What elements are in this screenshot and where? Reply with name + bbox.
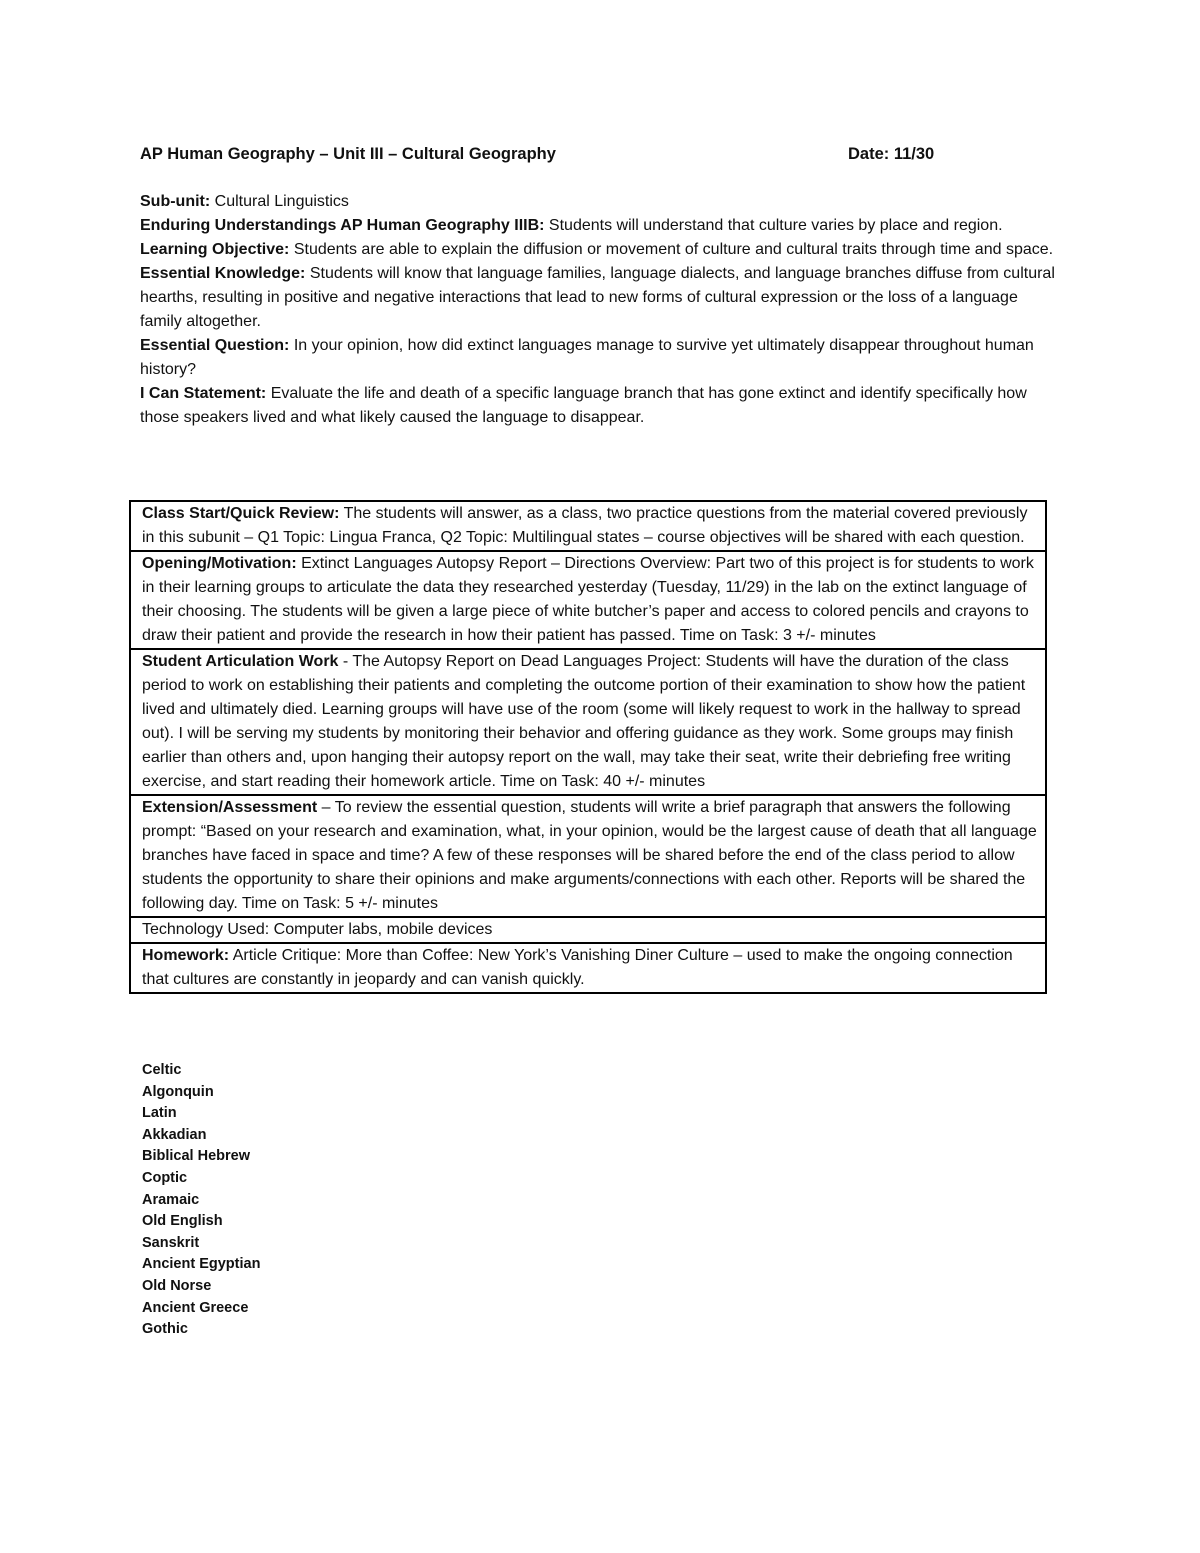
meta-text: In your opinion, how did extinct languages manage to survive yet ultimately disappear throughout human history? bbox=[140, 337, 1034, 378]
list-item: Coptic bbox=[142, 1169, 188, 1186]
table-row bbox=[130, 795, 1046, 917]
meta-label: Enduring Understandings AP Human Geography IIIB: bbox=[140, 217, 545, 234]
plan-cell-opening bbox=[130, 551, 1046, 649]
plan-cell-class-start bbox=[130, 501, 1046, 551]
meta-label: Sub-unit: bbox=[140, 193, 211, 210]
table-row bbox=[130, 501, 1046, 551]
document-date: Date: 11/30 bbox=[848, 145, 935, 163]
meta-i-can-statement bbox=[140, 382, 1055, 430]
meta-label: Learning Objective: bbox=[140, 241, 290, 258]
meta-learning-objective bbox=[140, 238, 1055, 262]
list-item: Gothic bbox=[142, 1321, 188, 1338]
lesson-plan-table bbox=[129, 500, 1047, 994]
plan-text: - The Autopsy Report on Dead Languages Project: Students will have the duration of the class period to work on establishing their patients and completing the outcome portion of their examination to show how the patient lived and ultimately died. Learning groups will have use of the room (some will likely request to work in the hallway to spread out). I will be serving my students by monitoring their behavior and offering guidance as they work. Some groups may finish earlier than others and, upon hanging their autopsy report on the wall, may take their seat, write their debriefing free writing exercise, and start reading their homework article. Time on Task: 40 +/- minutes bbox=[142, 653, 1026, 790]
plan-text: The students will answer, as a class, two practice questions from the material covered previously in this subunit – Q1 Topic: Lingua Franca, Q2 Topic: Multilingual states – course objectives will be shared with each question. bbox=[142, 505, 1028, 546]
meta-text: Students will understand that culture varies by place and region. bbox=[544, 217, 1003, 234]
table-row bbox=[130, 551, 1046, 649]
list-item: Algonquin bbox=[142, 1083, 214, 1100]
list-item: Celtic bbox=[142, 1062, 182, 1078]
meta-text: Cultural Linguistics bbox=[210, 193, 349, 210]
plan-label: Student Articulation Work bbox=[142, 653, 339, 670]
meta-label: Essential Question: bbox=[140, 337, 290, 354]
plan-text: Extinct Languages Autopsy Report – Directions Overview: Part two of this project is for students to work in their learning groups to articulate the data they researched yesterday (Tuesday, 11/29) in the lab on the extinct language of their choosing. The students will be given a large piece of white butcher’s paper and access to colored pencils and crayons to draw their patient and provide the research in how their patient has passed. Time on Task: 3 +/- minutes bbox=[142, 555, 1034, 644]
meta-text: Students will know that language families, language dialects, and language branches diffuse from cultural hearths, resulting in positive and negative interactions that lead to new forms of cultural expression or the loss of a language family altogether. bbox=[140, 265, 1055, 330]
plan-text: Technology Used: Computer labs, mobile devices bbox=[142, 921, 493, 938]
list-item: Old English bbox=[142, 1213, 223, 1230]
lesson-metadata bbox=[140, 190, 1055, 430]
document-title: AP Human Geography – Unit III – Cultural Geography bbox=[140, 145, 556, 163]
plan-cell-articulation bbox=[130, 649, 1046, 795]
meta-text: Students are able to explain the diffusion or movement of culture and cultural traits through time and space. bbox=[289, 241, 1054, 258]
list-item: Old Norse bbox=[142, 1277, 212, 1294]
meta-essential-question bbox=[140, 334, 1055, 382]
extinct-language-list bbox=[142, 1060, 260, 1341]
plan-cell-homework bbox=[130, 943, 1046, 993]
list-item: Sanskrit bbox=[142, 1234, 200, 1251]
meta-sub-unit bbox=[140, 190, 1055, 214]
table-row bbox=[130, 917, 1046, 943]
meta-essential-knowledge bbox=[140, 262, 1055, 334]
table-row bbox=[130, 649, 1046, 795]
list-item: Ancient Greece bbox=[142, 1299, 249, 1316]
list-item: Biblical Hebrew bbox=[142, 1148, 250, 1165]
meta-text: Evaluate the life and death of a specific language branch that has gone extinct and identify specifically how those speakers lived and what likely caused the language to disappear. bbox=[140, 385, 1027, 426]
list-item: Latin bbox=[142, 1105, 177, 1122]
plan-cell-extension bbox=[130, 795, 1046, 917]
plan-text: Article Critique: More than Coffee: New York’s Vanishing Diner Culture – used to make the ongoing connection that cultures are constantly in jeopardy and can vanish quickly. bbox=[142, 947, 1013, 988]
plan-text: – To review the essential question, students will write a brief paragraph that answers the following prompt: “Based on your research and examination, what, in your opinion, would be the largest cause of death that all language branches have faced in space and time? A few of these responses will be shared before the end of the class period to allow students the opportunity to share their opinions and make arguments/connections with each other. Reports will be shared the following day. Time on Task: 5 +/- minutes bbox=[142, 799, 1037, 912]
meta-label: Essential Knowledge: bbox=[140, 265, 306, 282]
meta-enduring-understandings bbox=[140, 214, 1055, 238]
plan-label: Class Start/Quick Review: bbox=[142, 505, 340, 522]
table-row bbox=[130, 943, 1046, 993]
plan-label: Homework: bbox=[142, 947, 230, 964]
plan-label: Opening/Motivation: bbox=[142, 555, 297, 572]
plan-cell-technology bbox=[130, 917, 1046, 943]
list-item: Ancient Egyptian bbox=[142, 1256, 261, 1273]
list-item: Akkadian bbox=[142, 1126, 207, 1143]
list-item: Aramaic bbox=[142, 1191, 200, 1208]
plan-label: Extension/Assessment bbox=[142, 799, 318, 816]
meta-label: I Can Statement: bbox=[140, 385, 267, 402]
